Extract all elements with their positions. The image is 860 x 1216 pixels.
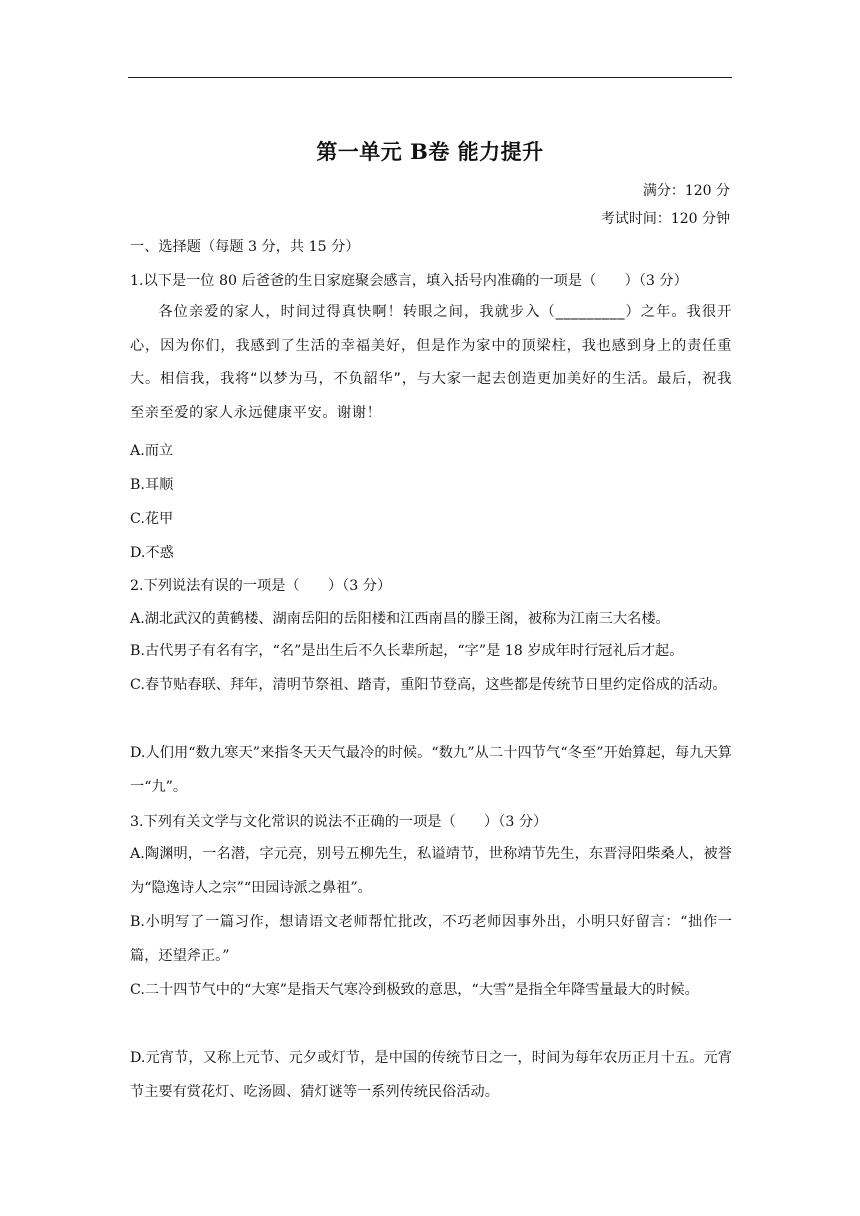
question-1-stem: 1.以下是一位 80 后爸爸的生日家庭聚会感言，填入括号内准确的一项是（ ）（3 分） <box>130 273 688 289</box>
question-3-stem: 3.下列有关文学与文化常识的说法不正确的一项是（ ）（3 分） <box>130 814 548 830</box>
question-1-option-a: A.而立 <box>130 443 174 459</box>
question-2-option-a: A.湖北武汉的黄鹤楼、湖南岳阳的岳阳楼和江西南昌的滕王阁，被称为江南三大名楼。 <box>130 611 670 627</box>
exam-time: 考试时间：120 分钟 <box>600 211 730 227</box>
question-3-option-c: C.二十四节气中的“大寒”是指天气寒冷到极致的意思，“大雪”是指全年降雪量最大的时候。 <box>130 982 699 998</box>
question-1-option-d: D.不惑 <box>130 545 174 561</box>
question-1-passage: 各位亲爱的家人，时间过得真快啊！转眼之间，我就步入（_________）之年。我很开心，因为你们，我感到了生活的幸福美好，但是作为家中的顶梁柱，我也感到身上的责任重大。相信我，我将“以梦为马，不负韶华”，与大家一起去创造更加美好的生活。最后，祝我至亲至爱的家人永远健康平安。谢谢！ <box>130 304 732 421</box>
question-2-option-b: B.古代男子有名有字，“名”是出生后不久长辈所起，“字”是 18 岁成年时行冠礼后才起。 <box>130 643 684 659</box>
full-score: 满分：120 分 <box>642 183 730 199</box>
question-3-option-d: D.元宵节，又称上元节、元夕或灯节，是中国的传统节日之一，时间为每年农历正月十五。元宵节主要有赏花灯、吃汤圆、猜灯谜等一系列传统民俗活动。 <box>130 1050 732 1100</box>
question-3-option-a: A.陶渊明，一名潜，字元亮，别号五柳先生，私谥靖节，世称靖节先生，东晋浔阳柴桑人，被誉为“隐逸诗人之宗”“田园诗派之鼻祖”。 <box>130 846 732 896</box>
question-2-stem: 2.下列说法有误的一项是（ ）（3 分） <box>130 578 392 594</box>
question-1-option-c: C.花甲 <box>130 511 174 527</box>
question-3-option-b: B.小明写了一篇习作，想请语文老师帮忙批改，不巧老师因事外出，小明只好留言：“拙作一篇，还望斧正。” <box>130 914 732 964</box>
page-title: 第一单元 B卷 能力提升 <box>316 139 544 164</box>
question-2-option-c: C.春节贴春联、拜年，清明节祭祖、踏青，重阳节登高，这些都是传统节日里约定俗成的活动。 <box>130 677 727 693</box>
question-2-option-d: D.人们用“数九寒天”来指冬天天气最冷的时候。“数九”从二十四节气“冬至”开始算起，每九天算一“九”。 <box>130 745 732 795</box>
header-rule <box>128 77 732 78</box>
question-1-option-b: B.耳顺 <box>130 477 174 493</box>
section-heading: 一、选择题（每题 3 分，共 15 分） <box>130 239 360 255</box>
